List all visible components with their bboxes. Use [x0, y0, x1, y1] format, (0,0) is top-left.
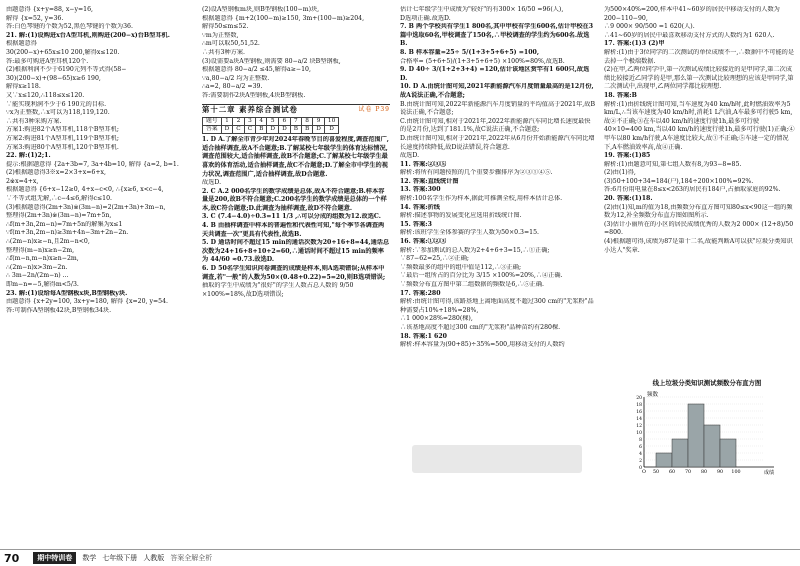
table-cell: D: [267, 126, 279, 134]
x-axis-label: 成绩: [763, 470, 774, 476]
x-tick-label: O: [642, 470, 646, 475]
text-line: 由题意得 {x+2y=100, 3x+y=180, 解得 {x=20, y=54.: [6, 298, 169, 306]
text-line: 3. C (7.4−4.0)÷0.3=11 1/3 ,∴可以分成的组数为12.故选C.: [202, 213, 381, 221]
answer-table: [202, 117, 339, 134]
text-line: 抽取的学生中成绩为"很好"的学生人数占总人数的 9/50 ×100%=18%,故D选项错误;: [202, 282, 354, 298]
table-cell: 9: [313, 118, 325, 126]
text-line: 16. 答案:①②③: [400, 238, 447, 246]
table-cell: 1: [221, 118, 233, 126]
column-4: [604, 6, 796, 255]
column-2: [202, 6, 390, 299]
text-line: 由题意得 {x+y=88, x−y=16,: [6, 6, 94, 13]
text-line: ∴共有3种方案.: [202, 48, 246, 56]
text-line: 17. 答案:(1)3 (2)甲: [604, 40, 665, 48]
y-tick-label: 0: [639, 466, 642, 471]
histogram-bar: [656, 453, 672, 467]
text-line: ∴f(m−n,m−n)x≥n−2m,: [6, 255, 79, 263]
text-line: 故选D.: [202, 179, 222, 187]
histogram-bar: [688, 404, 704, 467]
text-line: 18. 答案:1 620: [400, 332, 447, 340]
table-cell: D: [221, 126, 233, 134]
y-tick-label: 4: [639, 452, 642, 457]
text-line: 整理得(m−n)x≥n−2m,: [6, 246, 75, 254]
section-header: [202, 104, 390, 116]
text-line: (2)由(1)知,m的值为18,由频数分布直方图可知80≤x<90这一组的频数为12,补全频数分布直方图如图所示.: [604, 203, 793, 220]
text-line: 答:最多可购进A型耳机120个.: [6, 57, 89, 65]
section-title: 第十二章 素养综合测试卷: [202, 104, 298, 114]
column-2-text: [202, 6, 390, 101]
y-tick-label: 12: [636, 424, 642, 429]
text-line: (2)在甲,乙两位同学中,第一次测试成绩比较接近的是甲同学,第二次成绩比较接近乙同学的是甲,那么第一次测试比较理想的应该是甲同学,第二次测试中,出现甲,乙两位同学都比较理想.: [604, 66, 794, 91]
text-line: 解析:(1)由于3位同学的二次测试的单位成绩不一,∴数据中不可能的是去掉一个极端数据.: [604, 48, 795, 65]
text-line: 11. 答案:②③⑤: [400, 160, 447, 168]
text-line: 解析:该班学生全体参赛的学生人数为50×0.3=15.: [400, 229, 540, 237]
text-line: 1. D A.了解全市青少年对2024年春晚节目的喜爱程度,调查范围广,适合抽样调查,故A不合题意;B.了解某校七年级学生的体育达标情况,调查范围较大,适合抽样调查,故B不合题意;C.了解某校七年级学生最喜欢的体育活动,适合抽样调查,故C不合题意;D.了解全市中学生的视力状况,调查范围广,适合抽样调查,故D合题意.: [202, 136, 389, 178]
table-cell: D: [324, 126, 338, 134]
table-cell: B: [256, 126, 267, 134]
column-3: [400, 6, 596, 350]
y-tick-label: 10: [636, 431, 642, 436]
answer-table-header: [203, 118, 339, 126]
text-line: ∵最后一组所占的百分比为 3/15 ×100%=20%,∴④正确.: [400, 272, 563, 280]
grade-label: 七年级下册: [102, 554, 138, 562]
table-cell: 3: [244, 118, 255, 126]
text-line: 又∵x≤120,∴118≤x≤120.: [6, 91, 85, 99]
text-line: 根据题意得 80−a/2 ≤45,解得a≥−10,: [202, 66, 311, 74]
text-line: (4)根据题可得,成绩为87是第十二名,故能判断A可以获"垃圾分类知识小达人"奖章.: [604, 238, 793, 254]
text-line: 根据题意得 {m+2(100−m)≥150, 3m+(100−m)≥204,: [202, 14, 365, 22]
text-line: 合格率= (5+6+5)/(1+3+5+6+5) ×100%=80%,故选B.: [400, 57, 565, 65]
text-line: 答:需要制作2块A型钢板,4块B型钢板.: [202, 91, 306, 99]
table-cell: D: [279, 126, 291, 134]
x-tick-label: 50: [652, 470, 660, 475]
text-line: (3)50+100+34=184(户),184÷200×100%=92%.: [604, 177, 754, 185]
text-line: 解析:∵参加测试的总人数为2+4+6+3=15,∴①正确;: [400, 246, 550, 254]
text-line: 30)(200−x)+(98−65)x≥6 190,: [6, 74, 101, 82]
edition-label: 人教版: [143, 554, 165, 562]
text-line: 方案2:购进81个A型耳机,119个B型耳机;: [6, 134, 120, 142]
table-cell: 8: [301, 118, 312, 126]
table-cell: 6: [279, 118, 291, 126]
y-tick-label: 20: [636, 396, 642, 401]
x-tick-label: 60: [668, 470, 676, 475]
text-line: (2)根据利润不少于6190元列不等式得(58−: [6, 66, 127, 74]
text-line: ∴m可以取50,51,52.: [202, 40, 260, 48]
text-line: 9. D 40÷ 3/(1+2+3+4) =120,估计该地区赏竿有1 600只,故选D.: [400, 66, 590, 82]
x-tick-label: 70: [684, 470, 692, 475]
y-tick-label: 6: [639, 445, 642, 450]
y-tick-label: 18: [636, 403, 642, 408]
answer-table-row: [203, 126, 339, 134]
text-line: (2)设A型钢板m块,则B型钢板(100−m)块,: [202, 6, 320, 13]
text-line: 为500×40%=200,样本中41~60岁的居民中移动支付的人数为200−110−90,: [604, 6, 780, 22]
text-line: ∵m为正整数,: [202, 31, 239, 39]
text-line: C.由统计图可知,相对于2021年,2022年新能源汽车同比增长速度最快的是2月份,达到了181.1%,故C说法正确,不合题意;: [400, 117, 591, 134]
text-line: 30(200−x)+65x≤10 200,解得x≤120.: [6, 48, 120, 56]
text-line: ∵x为正整数,∴x可以为118,119,120.: [6, 109, 110, 117]
table-cell: D: [313, 126, 325, 134]
text-line: 答:6月份用电量在8≤x<263的居民有184户,占抽取家庭的92%.: [604, 186, 781, 194]
table-cell: 4: [256, 118, 267, 126]
text-line: ∴a=2, 80−a/2 =39.: [202, 83, 263, 91]
y-tick-label: 16: [636, 410, 642, 415]
text-line: 答:白色琴键的个数为52,黑色琴键的个数为36.: [6, 23, 133, 31]
text-line: ∴共有3种采购方案.: [6, 117, 62, 125]
text-line: 故选D.: [400, 152, 420, 160]
text-line: (2)根据题意得3※x=2×3+x=6+x,: [6, 169, 106, 177]
text-line: 方案3:购进80个A型耳机,120个B型耳机.: [6, 143, 119, 151]
text-line: 17. 答案:280: [400, 289, 441, 297]
text-line: 5. D 通话时间不超过15 min的通话次数为20+16+8=44,通话总次数为24+16+8+10+2=60,∴通话时间不超过15 min的频率为 44/60 ≈0.73.故选D.: [202, 239, 390, 264]
text-line: 答:可制作A型钢板42块,B型钢板34块.: [6, 306, 112, 314]
histogram-bar: [704, 425, 720, 467]
text-line: 解得x≥118.: [6, 83, 41, 91]
histogram-chart: [622, 378, 792, 480]
table-cell: 答案: [203, 126, 222, 134]
table-cell: 2: [233, 118, 244, 126]
text-line: 2. C A.2 000名学生的数学成绩是总体,故A不符合题意;B.样本容量是200,故B不符合题意;C.200名学生的数学成绩是总体的一个样本,故C符合题意;D.此调查为抽样调查,故D不符合题意.: [202, 187, 387, 212]
text-line: 解析:(1)由题意可知,第七组人数有8,为93−8=85.: [604, 160, 742, 168]
text-line: 13. 答案:300: [400, 186, 441, 194]
y-tick-label: 2: [639, 459, 642, 464]
text-line: 8. B 样本容量=25÷ 5/(1+3+5+6+5) =100,: [400, 48, 539, 56]
x-tick-label: 100: [731, 470, 741, 475]
text-line: 方案1:购进82个A型耳机,118个B型耳机;: [6, 126, 120, 134]
brand-label: 期中特训卷: [33, 552, 76, 564]
text-line: 解析:样本容量为(90+85)÷35%=500,用移动支付的人数约: [400, 341, 565, 349]
y-axis-label: 频数: [647, 392, 659, 398]
text-line: 23. 解:(1)设给每A型钢板x块,B型钢板y块.: [6, 289, 128, 297]
text-line: 19. 答案:(1)85: [604, 152, 651, 160]
column-1: [6, 6, 194, 315]
y-tick-label: 14: [636, 417, 642, 422]
column-3-text: [400, 6, 596, 350]
text-line: ∵不等式组无解,∴c−4≤6,解得c≤10.: [6, 195, 113, 203]
text-line: 解析:100名学生作为样本,据此可推测全校,用样本估计总体.: [400, 195, 563, 203]
x-tick-label: 90: [716, 470, 724, 475]
table-cell: 5: [267, 118, 279, 126]
text-line: ∴f(m+3n,2m−n)=7m+5n的解集为x≤1: [6, 220, 123, 228]
text-line: 根据题意得 {6+x−12≥0, 4+x−c<0, ∴{x≥6, x<c−4,: [6, 186, 164, 194]
text-line: ∵能实现利润不少于6 190元的目标.: [6, 100, 107, 108]
text-line: ∴9 000× 90/500 =1 620(人).: [604, 23, 695, 31]
text-line: ∴(2m−n)x>3m−2n.: [6, 263, 68, 271]
histogram-bar: [720, 439, 736, 467]
text-line: ∵a,80−a/2 均为正整数.: [202, 74, 270, 82]
table-cell: 10: [324, 118, 338, 126]
text-line: 21. 解:(1)设购进x台A型耳机,则购进(200−x)台B型耳机.: [6, 31, 170, 39]
table-cell: C: [244, 126, 255, 134]
text-line: 根据题意得: [6, 40, 37, 48]
answer-note: 答案全解全析: [170, 554, 213, 562]
text-line: 12. 答案:直线统计图: [400, 177, 459, 185]
table-cell: C: [233, 126, 244, 134]
text-line: 4. B 由抽样调查中样本的普遍性和代表性可知,"每个季节各调查两天共调查一次"更具有代表性,故选B.: [202, 222, 385, 238]
column-4-text: [604, 6, 796, 255]
watermark-stamp: [412, 445, 582, 473]
y-tick-label: 8: [639, 438, 642, 443]
chart-title: 线上垃圾分类知识测试频数分布直方图: [652, 379, 762, 387]
text-line: 即m−n=−5,解得m<5/3.: [6, 281, 79, 288]
text-line: 估计七年级学生中成绩为"较好"的有300× 16/50 =96(人),: [400, 6, 564, 13]
text-line: 14. 答案:折线: [400, 203, 440, 211]
x-tick-label: 80: [700, 470, 708, 475]
text-line: ∴1 000×28%=280(棵),: [400, 315, 473, 323]
text-line: ∵f(m+3n,2m−n)≥3m+4n−3m+2n−2n.: [6, 229, 129, 237]
text-line: (3)估计小丽所在的小区的居民成绩优秀的人数为2 000× (12+8)/50 =800.: [604, 220, 794, 237]
text-line: (2)由(1)得,: [604, 169, 636, 177]
table-cell: B: [301, 126, 312, 134]
text-line: (3)根据题意得(2m+3n)※(3m−n)=2(2m+3n)+3m−n,: [6, 203, 166, 211]
text-line: 20. 答案:(1)18.: [604, 195, 653, 203]
section-meta: 试卷 P39: [358, 105, 390, 113]
text-line: 6. D 50名学生知识问卷调查的成绩是样本,则A选项错误;从样本中调查,若"一般"的人数为50×(0.48+0.22)=5=20,则B选项错误;: [202, 265, 386, 281]
text-line: ∵频数分布直方图中第二组数据的频数是6,∴⑤正确.: [400, 281, 544, 288]
text-line: 10. D A.由统计图可知,2021年新能源汽车月度销量最高的是12月份,故A说法正确,不合题意;: [400, 83, 594, 99]
page-number: 70: [4, 551, 20, 565]
histogram-bar: [672, 439, 688, 467]
text-line: ∵频数最多的组中的组中值是112,∴③正确;: [400, 263, 522, 271]
text-line: ∴ 3m−2n/(2m−n) ...: [6, 272, 69, 280]
chart-svg: [622, 387, 792, 479]
text-line: B.由统计图可知,2022年新能源汽车月度销量的平均值高于2021年,故B说法正确,不合题意;: [400, 100, 595, 117]
text-line: ∴41~60岁的居民中最喜欢移动支付方式的人数约为1 620人.: [604, 31, 775, 39]
text-line: ∴该基地高度不超过300 cm的"无浆粉"品种苗约有280棵.: [400, 323, 561, 331]
text-line: ∴(2m−n)x≥−n,且2m−n<0,: [6, 238, 90, 246]
text-line: ∵87−62=25,∴②正确;: [400, 255, 469, 263]
column-2-text-continued: [202, 136, 390, 299]
subject-label: 数学: [82, 554, 97, 562]
text-line: 解析:将所有问题按照的几个重要步骤排序为②③①④⑤.: [400, 169, 553, 177]
text-line: 7. B 两个学校共有学生1 800名,其中甲校有学生600名,估计甲校在3篇中选取60名,甲校调查了150名,∴甲校调查的学生约为600名.故选B.: [400, 23, 594, 48]
text-line: 2※x=4+x,: [6, 177, 39, 185]
table-cell: 题号: [203, 118, 222, 126]
text-line: 解析:由统计图可得,该路基地上离地面高度不超过300 cm的"无浆粉"品种需要占10%+18%=28%,: [400, 298, 594, 314]
table-cell: B: [290, 126, 301, 134]
table-cell: 7: [290, 118, 301, 126]
text-line: D选项正确.故选D.: [400, 14, 451, 22]
text-line: 解析:(1)由折线统计图可知,当车速度为40 km/h时,此时燃油效率为5 km/L,∴当该车速度为40 km/h时,消耗1 L汽油,A车最多可行驶5 km,故②不正确;③在车以40 km/h的速度行驶1h,最多可行驶40×10=400 km,当以40 km/h的速度行驶1h,最多可行驶(1)正确;④甲车以80 km/h行驶,A车速度比较大,故①不正确;⑤车速一定的情况下,A车燃油效率高,故④正确.: [604, 100, 795, 151]
text-line: 解得50≤m≤52.: [202, 23, 249, 31]
text-line: 解得 {x=52, y=36.: [6, 14, 64, 22]
page-footer: [0, 549, 800, 566]
column-1-text: [6, 6, 194, 315]
text-line: 提示:根据题意得 {2a+3b=7, 3a+4b=10, 解得 {a=2, b=1.: [6, 160, 179, 168]
text-line: (3)设需要a块A型钢板,则需要 80−a/2 块B型钢板,: [202, 57, 341, 65]
text-line: 整理得(2m+3n)※(3m−n)=7m+5n,: [6, 212, 112, 220]
text-line: 15. 答案:3: [400, 220, 432, 228]
text-line: 18. 答案:B: [604, 91, 637, 99]
text-line: D.由统计图可知,相对于2021年,2022年从6月份开始新能源汽车同比增长速度持续降低,故D说法错误,符合题意.: [400, 134, 595, 151]
text-line: 22. 解:(1)2;1.: [6, 152, 51, 160]
text-line: 解析:描述事物的发展变化应选用折线统计图.: [400, 212, 522, 220]
